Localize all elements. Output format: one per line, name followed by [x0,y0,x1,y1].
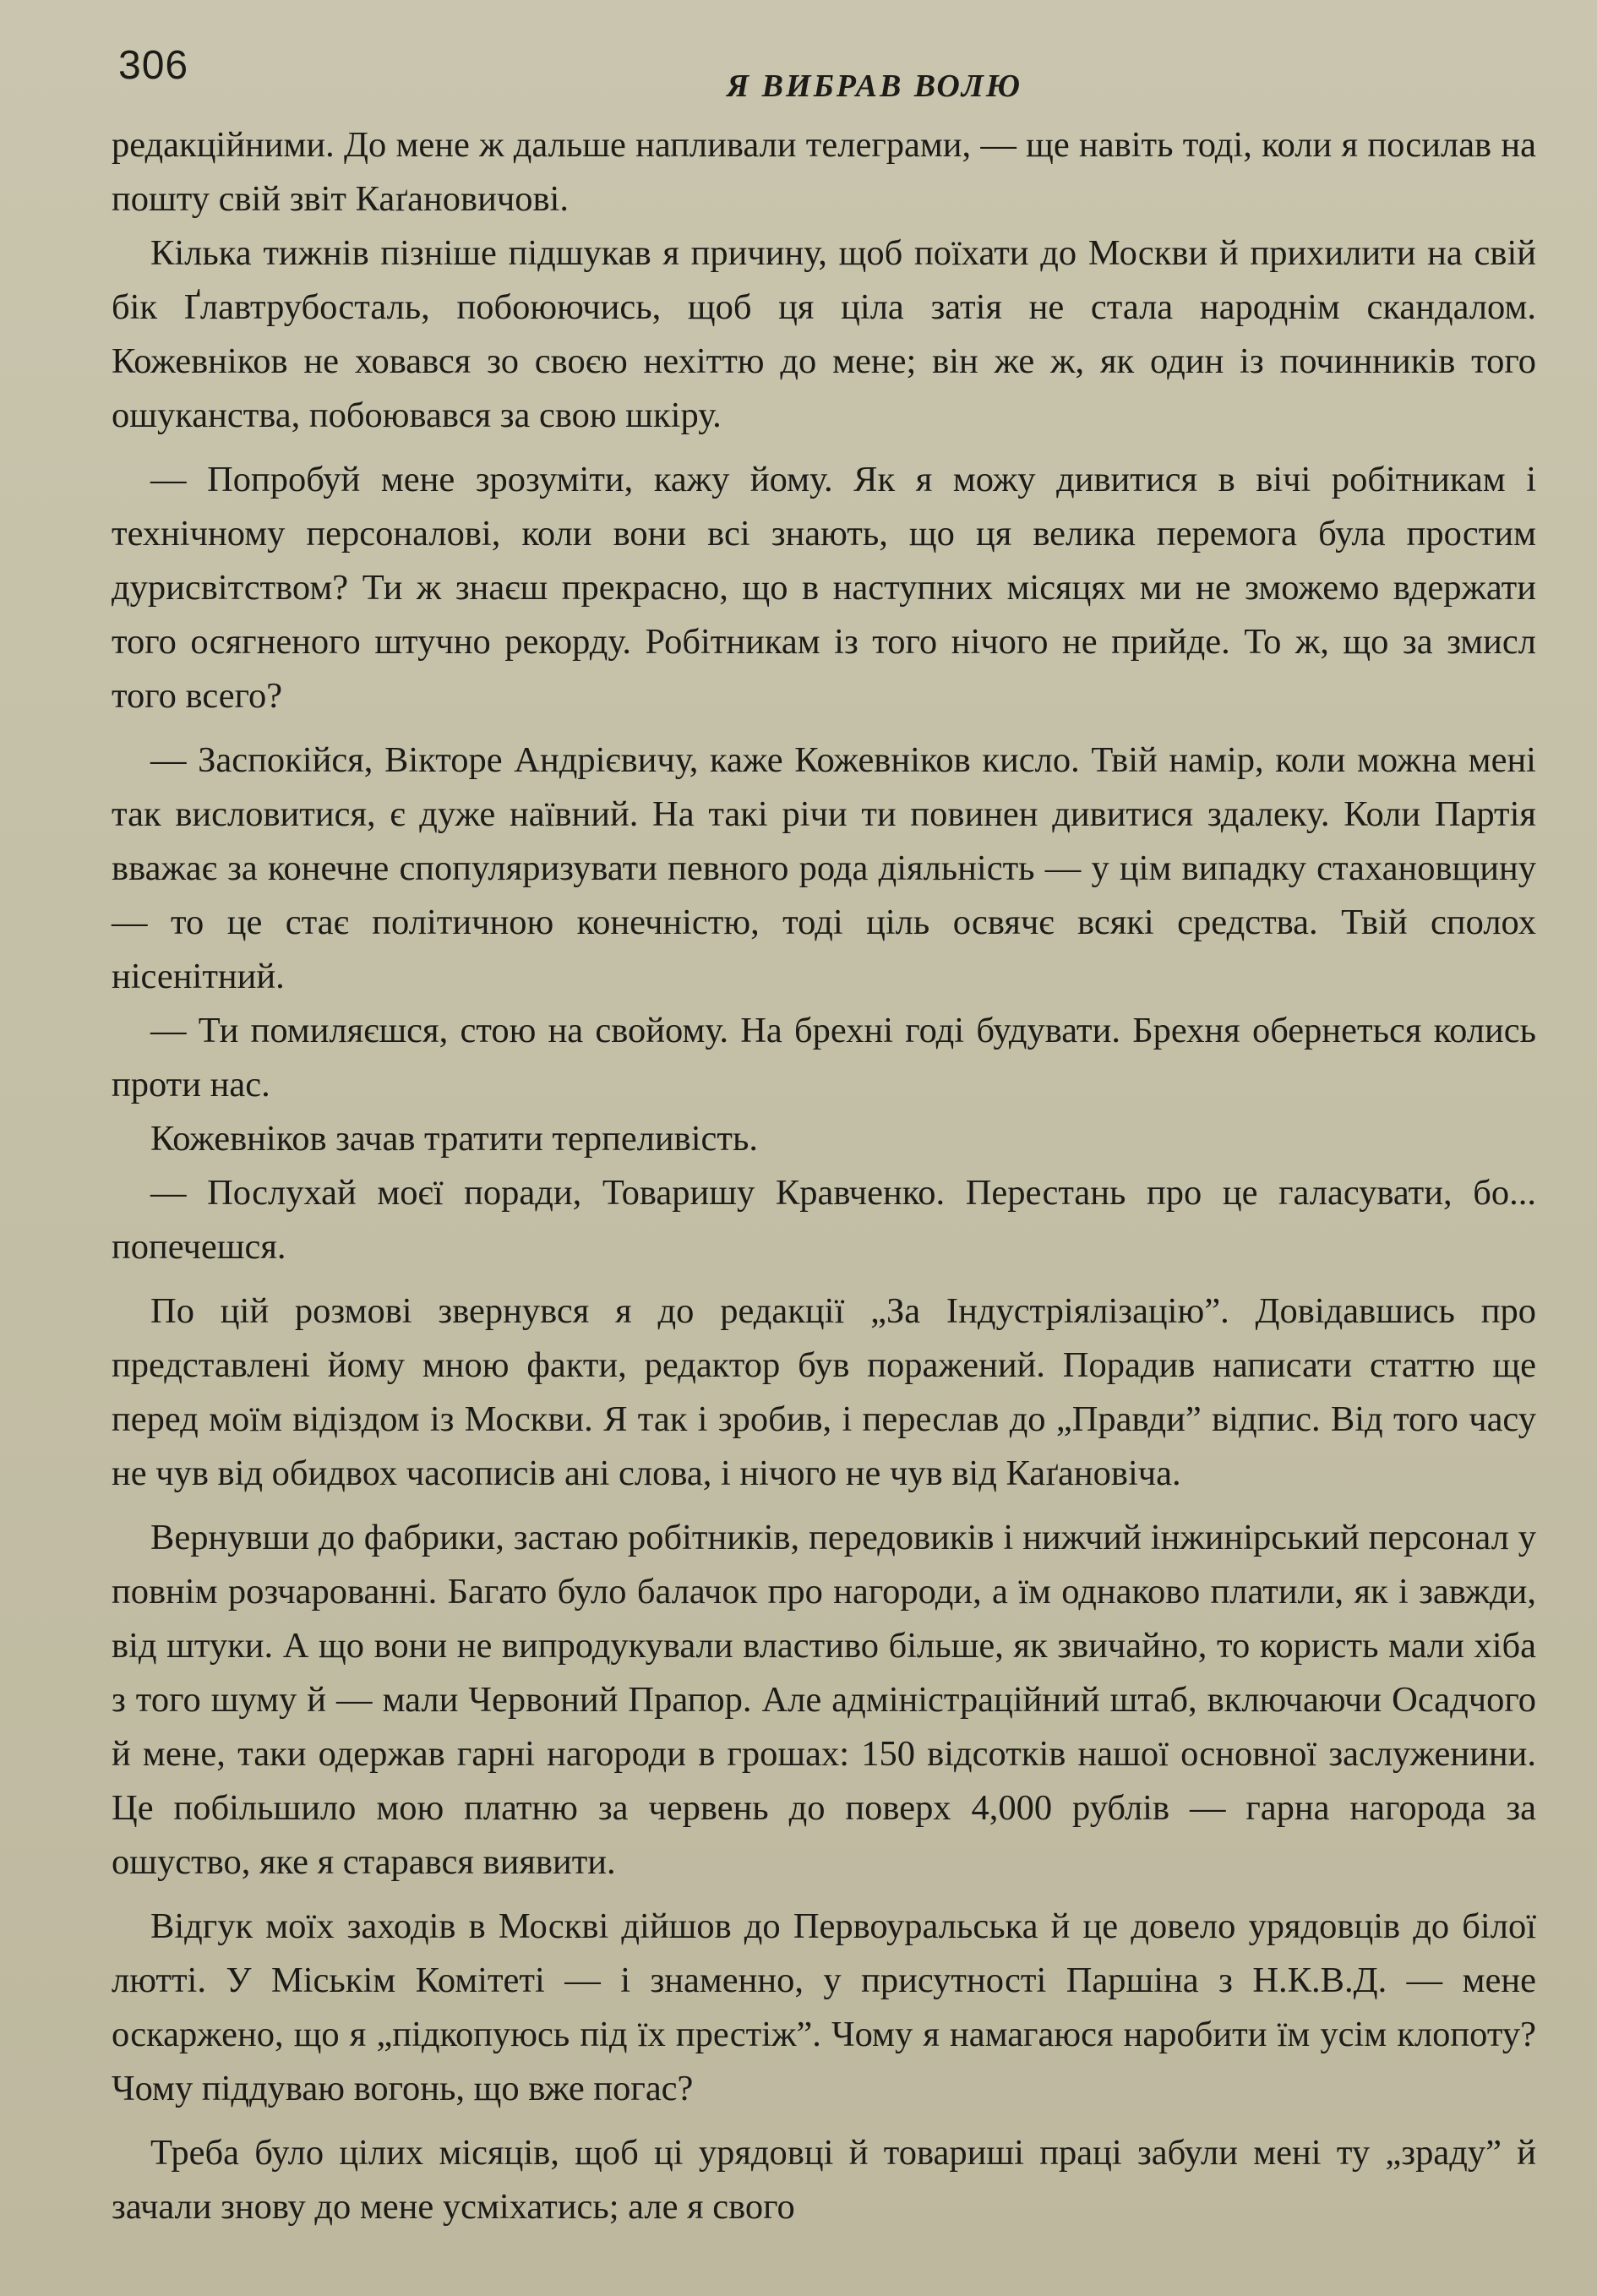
paragraph: — Попробуй мене зрозуміти, кажу йому. Як я можу дивитися в вічі робітникам і технічному персоналові, коли вони всі знають, що ця велика перемога була простим дурисвітством? Ти ж знаєш прекрасно, що в наступних місяцях ми не зможемо вдержати того осягненого штучно рекорду. Робітникам із того нічого не прийде. То ж, що за змисл того всего? [112,460,1536,716]
paragraph: Відгук моїх заходів в Москві дійшов до Первоуральська й це довело урядовців до білої лютті. У Міськім Комітеті — і знаменно, у присутності Паршіна з Н.К.В.Д. — мене оскаржено, що я „підкопуюсь під їх престіж”. Чому я намагаюся наробити їм усім клопоту? Чому піддуваю вогонь, що вже погас? [112,1906,1536,2108]
paragraph: редакційними. До мене ж дальше напливали телеграми, — ще навіть тоді, коли я посилав на пошту свій звіт Каґановичові. [112,125,1536,219]
paragraph: Кожевніков зачав тратити терпеливість. [150,1119,758,1159]
page-body-text [112,118,1536,2234]
paragraph: — Ти помиляєшся, стою на свойому. На брехні годі будувати. Брехня обернеться колись проти нас. [112,1011,1536,1104]
page-header [0,34,1597,110]
running-title: Я ВИБРАВ ВОЛЮ [727,68,1023,104]
paragraph: Вернувши до фабрики, застаю робітників, передовиків і нижчий інжинірський персонал у повнім розчарованні. Багато було балачок про нагороди, а їм однаково платили, як і завжди, від штуки. А що вони не випродукували властиво більше, як звичайно, то користь мали хіба з того шуму й — мали Червоний Прапор. Але адміністраційний штаб, включаючи Осадчого й мене, таки одержав гарні нагороди в грошах: 150 відсотків нашої основної заслуженини. Це побільшило мою платню за червень до поверх 4,000 рублів — гарна нагорода за ошуство, яке я старався виявити. [112,1518,1536,1882]
paragraph: — Послухай моєї поради, Товаришу Кравченко. Перестань про це галасувати, бо... попечешся. [112,1173,1536,1267]
paragraph: По цій розмові звернувся я до редакції „За Індустріялізацію”. Довідавшись про представлені йому мною факти, редактор був поражений. Порадив написати статтю ще перед моїм відіздом із Москви. Я так і зробив, і переслав до „Правди” відпис. Від того часу не чув від обидвох часописів ані слова, і нічого не чув від Каґановіча. [112,1291,1536,1493]
paragraph: Кілька тижнів пізніше підшукав я причину, щоб поїхати до Москви й прихилити на свій бік Ґлавтрубосталь, побоюючись, щоб ця ціла затія не стала народнім скандалом. Кожевніков не ховався зо своєю нехіттю до мене; він же ж, як один із починників того ошуканства, побоювався за свою шкіру. [112,233,1536,435]
paragraph: Треба було цілих місяців, щоб ці урядовці й товариші праці забули мені ту „зраду” й зачали знову до мене усміхатись; але я свого [112,2133,1536,2227]
paragraph: — Заспокійся, Вікторе Андрієвичу, каже Кожевніков кисло. Твій намір, коли можна мені так висловитися, є дуже наївний. На такі річи ти повинен дивитися здалеку. Коли Партія вважає за конечне спопуляризувати певного рода діяльність — у цім випадку стахановщину — то це стає політичною конечністю, тоді ціль освячє всякі средства. Твій сполох нісенітний. [112,740,1536,996]
page-number: 306 [118,43,189,88]
